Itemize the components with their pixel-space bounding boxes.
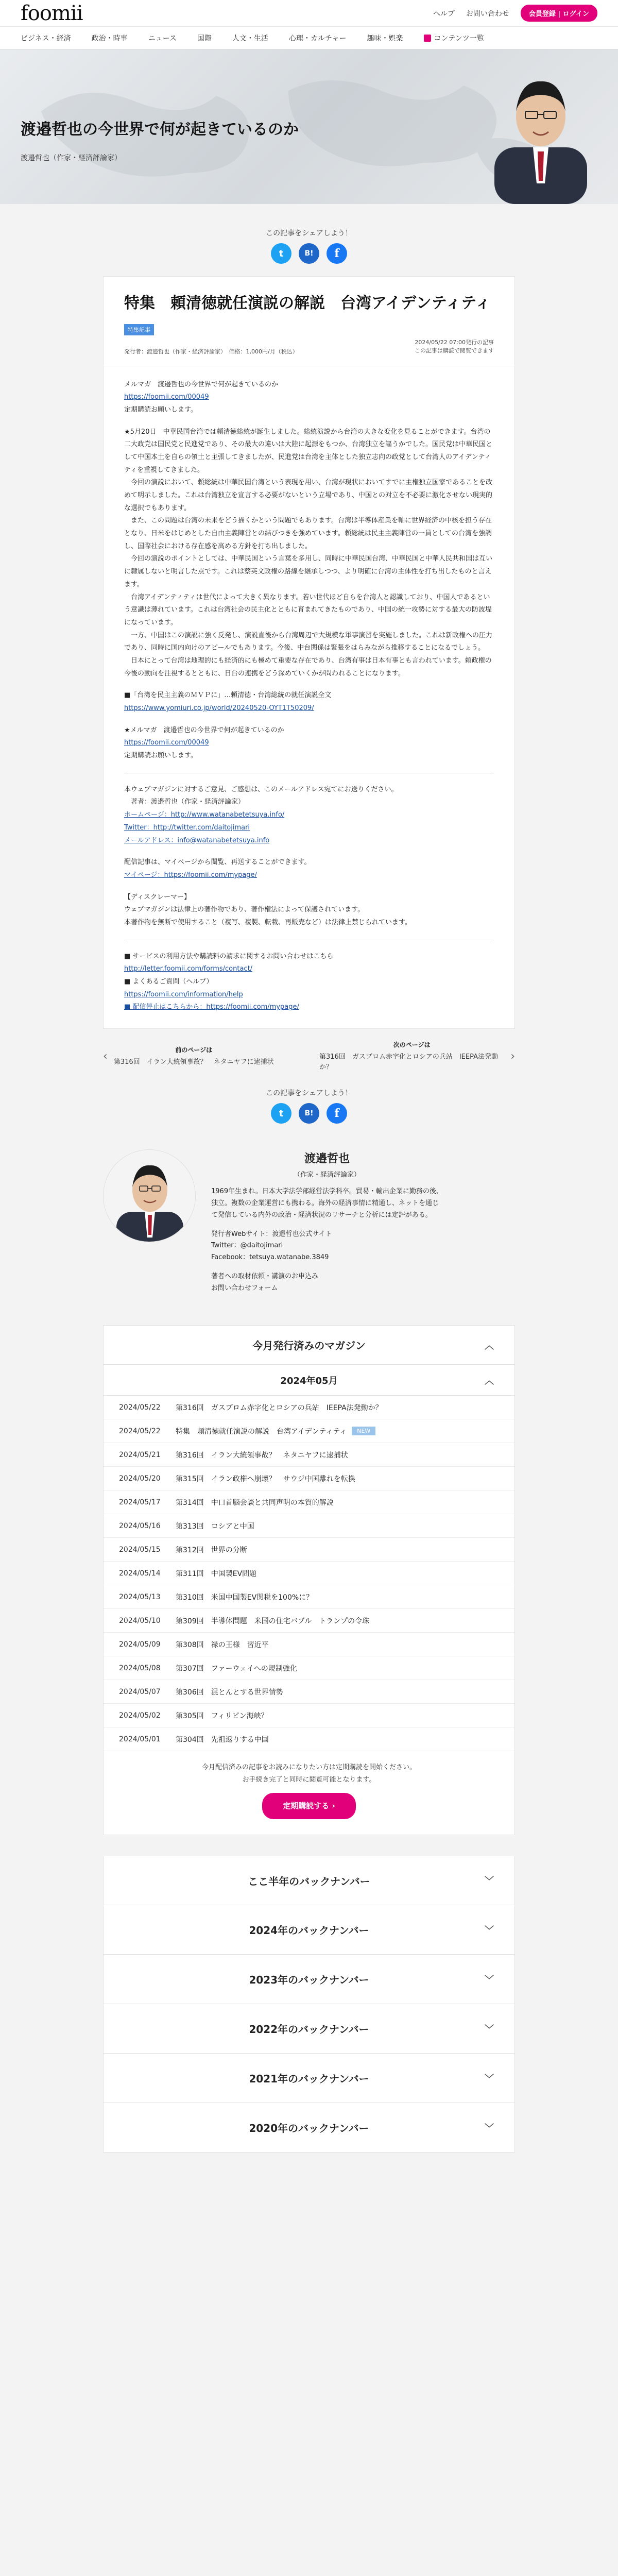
issue-row[interactable] xyxy=(104,1727,514,1751)
article-paragraph: また、この問題は台湾の未来をどう描くかという問題でもあります。台湾は半導体産業を軸に世界経済の中核を担う存在となり、日米をはじめとした自由主義陣営との結びつきを強めています。頼総統は民主主義陣営の一員としての台湾を強調し、国際社会における存在感を高める方針を打ち出しました。 xyxy=(124,517,492,550)
issue-date: 2024/05/17 xyxy=(119,1498,161,1506)
facebook-share-icon[interactable]: f xyxy=(327,243,347,264)
intro-line: メルマガ 渡邉哲也の今世界で何が起きているのか xyxy=(124,380,279,388)
month-heading[interactable]: 2024年05月 ︿ xyxy=(104,1365,514,1396)
reference-link[interactable]: https://www.yomiuri.co.jp/world/20240520-OYT1T50209/ xyxy=(124,704,314,712)
author-role: （作家・経済評論家） xyxy=(293,1171,360,1179)
issue-row[interactable] xyxy=(104,1585,514,1609)
magazine-link-bottom[interactable]: https://foomii.com/00049 xyxy=(124,739,209,747)
issue-row[interactable] xyxy=(104,1467,514,1490)
article-meta: 発行者：渡邉哲也（作家・経済評論家） 価格：1,000円/月（税込） xyxy=(124,348,298,355)
issue-row[interactable] xyxy=(104,1562,514,1585)
next-title: 第316回 ガスプロム赤字化とロシアの兵站 IEEPA法発動か？ xyxy=(319,1053,498,1071)
article-title: 特集 頼清徳就任演説の解説 台湾アイデンティティ xyxy=(124,294,491,312)
issue-row[interactable] xyxy=(104,1609,514,1633)
issue-date: 2024/05/20 xyxy=(119,1474,161,1483)
issue-title: 第307回 ファーウェイへの規制強化 xyxy=(176,1664,297,1673)
magazine-link[interactable]: https://foomii.com/00049 xyxy=(124,393,209,401)
chevron-up-icon: ︿ xyxy=(485,1340,494,1351)
interview-request-link[interactable]: 著者への取材依頼・講演のお申込み xyxy=(211,1272,319,1280)
share-top xyxy=(0,204,618,276)
feature-badge: 特集記事 xyxy=(124,324,154,335)
chevron-down-icon: ﹀ xyxy=(485,2024,494,2035)
article-paragraph: 一方、中国はこの演説に強く反発し、演説直後から台湾周辺で大規模な軍事演習を実施しました。これは新政権への圧力であり、同時に国内向けのアピールでもあります。今後、中台関係は緊張をはらみながら推移することになるでしょう。 xyxy=(124,631,493,652)
issue-row[interactable] xyxy=(104,1680,514,1704)
issue-date: 2024/05/10 xyxy=(119,1616,161,1625)
category-nav xyxy=(0,27,618,49)
issue-title: 第310回 米国中国製EV関税を100%に？ xyxy=(176,1593,314,1602)
author-photo xyxy=(103,1149,196,1242)
article-paragraph: 今回の演説のポイントとしては、中華民国という言葉を多用し、同時に中華民国台湾、中華民国と中華人民共和国は互いに隷属しないと明言した点です。これは蔡英文政権の路線を継承しつつ、より明確に台湾の主体性を打ち出したものと言えます。 xyxy=(124,555,493,588)
issue-title: 第316回 ガスプロム赤字化とロシアの兵站 IEEPA法発動か？ xyxy=(176,1403,383,1412)
next-caption: 次のページは xyxy=(393,1041,431,1049)
hatena-share-icon[interactable]: B! xyxy=(299,1103,319,1124)
issue-title: 第305回 フィリピン海峡？ xyxy=(176,1711,268,1720)
nav-hobby[interactable]: 趣味・娯楽 xyxy=(367,34,403,43)
issue-row[interactable] xyxy=(104,1490,514,1514)
issue-date: 2024/05/15 xyxy=(119,1545,161,1554)
publish-date: 2024/05/22 07:00発行の記事 xyxy=(415,338,494,346)
prev-caption: 前のページは xyxy=(175,1046,213,1054)
issue-title: 第316回 イラン大統領事故？ ネタニヤフに逮捕状 xyxy=(176,1451,348,1460)
author-profile: 1969年生まれ。日本大学法学部経営法学科卒。貿易・輸出企業に勤務の後、独立。複数の企業運営にも携わる。海外の経済事情に精通し、ネットを通じて発信している内外の政治・経済状況のリサーチと分析には定評がある。 xyxy=(211,1188,443,1219)
issue-date: 2024/05/21 xyxy=(119,1450,161,1459)
current-issue-badge: NEW xyxy=(352,1427,375,1435)
homepage-link[interactable]: ホームページ：http://www.watanabetetsuya.info/ xyxy=(124,811,285,819)
contact-link[interactable]: お問い合わせ xyxy=(466,9,509,18)
footer-line: 本著作物を無断で使用すること（複写、複製、転載、再販売など）は法律上禁じられています。 xyxy=(124,918,411,926)
magazine-heading[interactable]: 今月発行済みのマガジン ︿ xyxy=(104,1326,514,1365)
author-section xyxy=(103,1144,515,1299)
nav-business[interactable]: ビジネス・経済 xyxy=(21,34,71,43)
issue-row[interactable] xyxy=(104,1419,514,1443)
footer-line: 配信記事は、マイページから閲覧、再送することができます。 xyxy=(124,858,311,867)
issue-title: 特集 頼清徳就任演説の解説 台湾アイデンティティ xyxy=(176,1427,347,1436)
chevron-right-icon: › xyxy=(510,1049,515,1063)
article-paragraph: 今回の演説において、頼総統は中華民国台湾という表現を用い、台湾が現状においてすでに主権独立国家であることを改めて明示しました。これは台湾独立を宣言する必要がないという立場であり、中国との対立を不必要に激化させない現実的な選択でもあります。 xyxy=(124,479,493,512)
chevron-down-icon: ﹀ xyxy=(485,1925,494,1936)
issue-row[interactable] xyxy=(104,1633,514,1656)
facebook-share-icon[interactable]: f xyxy=(327,1103,347,1124)
nav-culture[interactable]: 心理・カルチャー xyxy=(288,34,347,43)
subscribe-note: この記事は購読で閲覧できます xyxy=(415,347,494,354)
issue-title: 第314回 中口首脳会談と共同声明の本質的解説 xyxy=(176,1498,334,1507)
chevron-down-icon: ﹀ xyxy=(485,2123,494,2134)
hero-banner xyxy=(0,49,618,204)
issue-date: 2024/05/13 xyxy=(119,1592,161,1601)
unsubscribe-link[interactable]: ■ 配信停止はこちらから：https://foomii.com/mypage/ xyxy=(124,1003,299,1011)
twitter-link[interactable]: Twitter：http://twitter.com/daitojimari xyxy=(124,823,250,832)
issue-date: 2024/05/09 xyxy=(119,1640,161,1649)
issue-row[interactable] xyxy=(104,1538,514,1562)
contact-form-link[interactable]: お問い合わせフォーム xyxy=(211,1284,278,1292)
article-pager xyxy=(103,1029,515,1083)
issue-date: 2024/05/16 xyxy=(119,1521,161,1530)
year-2021-backnumbers[interactable]: 2021年のバックナンバー ﹀ xyxy=(103,2054,515,2103)
author-portrait xyxy=(484,60,597,204)
prev-article-link[interactable] xyxy=(103,1040,299,1072)
author-twitter[interactable]: Twitter：@daitojimari xyxy=(211,1242,283,1250)
issue-row[interactable] xyxy=(104,1514,514,1538)
nav-contents-list[interactable]: コンテンツ一覧 xyxy=(414,33,494,43)
article-paragraph: 台湾アイデンティティは世代によって大きく異なります。若い世代ほど自らを台湾人と認識しており、中国人であるという意識は薄れています。これは台湾社会の民主化とともに育まれてきたものであり、中国の統一攻勢に対する最大の防波堤になっています。 xyxy=(124,593,492,626)
footer-line: ■ よくあるご質問（ヘルプ） xyxy=(124,978,213,986)
subscribe-prompt: 今月配信済みの記事をお読みになりたい方は定期購読を開始ください。 お手続き完了と同時に閲覧可能となります。 定期購読する › xyxy=(104,1751,514,1835)
article-card xyxy=(103,276,515,1029)
top-header xyxy=(0,0,618,27)
issue-title: 第306回 混とんとする世界情勢 xyxy=(176,1688,283,1697)
header-links xyxy=(433,5,597,22)
next-article-link[interactable] xyxy=(319,1040,515,1072)
footer-line: 著者：渡邉哲也（作家・経済評論家） xyxy=(131,798,245,806)
article-paragraph: 日本にとって台湾は地理的にも経済的にも極めて重要な存在であり、台湾有事は日本有事とも言われています。頼政権の今後の動向を注視するとともに、日台の連携をどう深めていくかが問われることになります。 xyxy=(124,656,492,677)
support-link[interactable]: http://letter.foomii.com/forms/contact/ xyxy=(124,965,253,973)
issue-date: 2024/05/08 xyxy=(119,1664,161,1672)
issue-date: 2024/05/02 xyxy=(119,1711,161,1720)
issue-row[interactable] xyxy=(104,1396,514,1419)
subscribe-button[interactable]: 定期購読する › xyxy=(262,1793,355,1819)
year-2020-backnumbers[interactable]: 2020年のバックナンバー ﹀ xyxy=(103,2103,515,2153)
article-body xyxy=(104,366,514,1029)
nav-news[interactable]: ニュース xyxy=(148,34,177,43)
year-2024-backnumbers[interactable]: 2024年のバックナンバー ﹀ xyxy=(103,1905,515,1955)
twitter-share-icon[interactable]: t xyxy=(271,1103,291,1124)
hatena-share-icon[interactable]: B! xyxy=(299,243,319,264)
share-label: この記事をシェアしよう！ xyxy=(266,1089,352,1098)
chevron-left-icon: ‹ xyxy=(103,1049,108,1063)
issue-title: 第308回 禄の王様 習近平 xyxy=(176,1640,269,1649)
chevron-down-icon: ﹀ xyxy=(485,1974,494,1986)
intro-note: 定期購読お願いします。 xyxy=(124,405,197,414)
nav-international[interactable]: 国際 xyxy=(197,34,212,43)
hero-title: 渡邉哲也の今世界で何が起きているのか xyxy=(21,121,299,139)
nav-humanities[interactable]: 人文・生活 xyxy=(232,34,268,43)
issue-title: 第315回 イラン政権へ崩壊？ サウジ中国離れを転換 xyxy=(176,1475,355,1483)
issue-row[interactable] xyxy=(104,1656,514,1680)
issue-title: 第304回 先祖返りする中国 xyxy=(176,1735,269,1744)
share-label: この記事をシェアしよう！ xyxy=(266,229,352,238)
chevron-down-icon: ﹀ xyxy=(485,1876,494,1887)
issue-date: 2024/05/07 xyxy=(119,1687,161,1696)
issue-row[interactable] xyxy=(104,1704,514,1727)
article-paragraph: ★5月20日 中華民国台湾では頼清徳総統が誕生しました。総統演説から台湾の大きな変化を見ることができます。台湾の二大政党は国民党と民進党であり、その最大の違いは大陸に起源をもつか、台湾独立を謳うかでした。国民党は中華民国として中国本土を自らの領土と主張してきましたが、民進党は台湾を主体とした独立志向の政党として台湾人のアイデンティティを重視してきました。 xyxy=(124,428,493,474)
footer-line: ウェブマガジンは法律上の著作物であり、著作権法によって保護されています。 xyxy=(124,906,365,914)
author-name: 渡邉哲也 xyxy=(304,1153,350,1166)
twitter-share-icon[interactable]: t xyxy=(271,243,291,264)
share-bottom xyxy=(0,1083,618,1144)
issue-row[interactable] xyxy=(104,1443,514,1467)
chevron-up-icon: ︿ xyxy=(485,1375,494,1386)
site-logo[interactable]: foomii xyxy=(21,1,83,25)
prev-title: 第316回 イラン大統領事故？ ネタニヤフに逮捕状 xyxy=(113,1058,274,1066)
year-2022-backnumbers[interactable]: 2022年のバックナンバー ﹀ xyxy=(103,2004,515,2054)
past-half-year-heading[interactable]: ここ半年のバックナンバー ﹀ xyxy=(103,1856,515,1905)
issue-title: 第309回 半導体問題 米国の住宅バブル トランプの令珠 xyxy=(176,1617,370,1625)
help-page-link[interactable]: https://foomii.com/information/help xyxy=(124,990,243,998)
year-2023-backnumbers[interactable]: 2023年のバックナンバー ﹀ xyxy=(103,1955,515,2004)
issue-title: 第313回 ロシアと中国 xyxy=(176,1522,254,1531)
issue-date: 2024/05/01 xyxy=(119,1735,161,1743)
issue-date: 2024/05/14 xyxy=(119,1569,161,1578)
login-button[interactable]: 会員登録 | ログイン xyxy=(521,5,597,22)
mypage-link[interactable]: マイページ：https://foomii.com/mypage/ xyxy=(124,871,257,879)
current-month-magazines xyxy=(103,1325,515,1835)
footer-line: 本ウェブマガジンに対するご意見、ご感想は、このメールアドレス宛てにお送りください。 xyxy=(124,785,398,793)
issue-date: 2024/05/22 xyxy=(119,1403,161,1412)
author-facebook[interactable]: Facebook：tetsuya.watanabe.3849 xyxy=(211,1253,329,1262)
issue-date: 2024/05/22 xyxy=(119,1427,161,1435)
issue-title: 第312回 世界の分断 xyxy=(176,1546,247,1554)
issue-title: 第311回 中国製EV問題 xyxy=(176,1569,257,1578)
issue-list xyxy=(104,1396,514,1751)
help-link[interactable]: ヘルプ xyxy=(433,9,455,18)
publisher-site[interactable]: 発行者Webサイト：渡邉哲也公式サイト xyxy=(211,1230,332,1238)
chevron-down-icon: ﹀ xyxy=(485,2073,494,2084)
hero-subtitle: 渡邉哲也（作家・経済評論家） xyxy=(21,154,122,162)
outro-line: ★メルマガ 渡邉哲也の今世界で何が起きているのか xyxy=(124,726,284,734)
nav-politics[interactable]: 政治・時事 xyxy=(91,34,128,43)
footer-line: ■ サービスの利用方法や購読料の請求に関するお問い合わせはこちら xyxy=(124,952,334,960)
grid-icon xyxy=(424,35,431,42)
outro-note: 定期購読お願いします。 xyxy=(124,752,197,760)
reference-label: ■「台湾を民主主義のＭＶＰに」…頼清徳・台湾総統の就任演説全文 xyxy=(124,691,332,700)
disclaimer-heading: 【ディスクレーマー】 xyxy=(124,893,191,901)
email-link[interactable]: メールアドレス：info@watanabetetsuya.info xyxy=(124,836,270,844)
